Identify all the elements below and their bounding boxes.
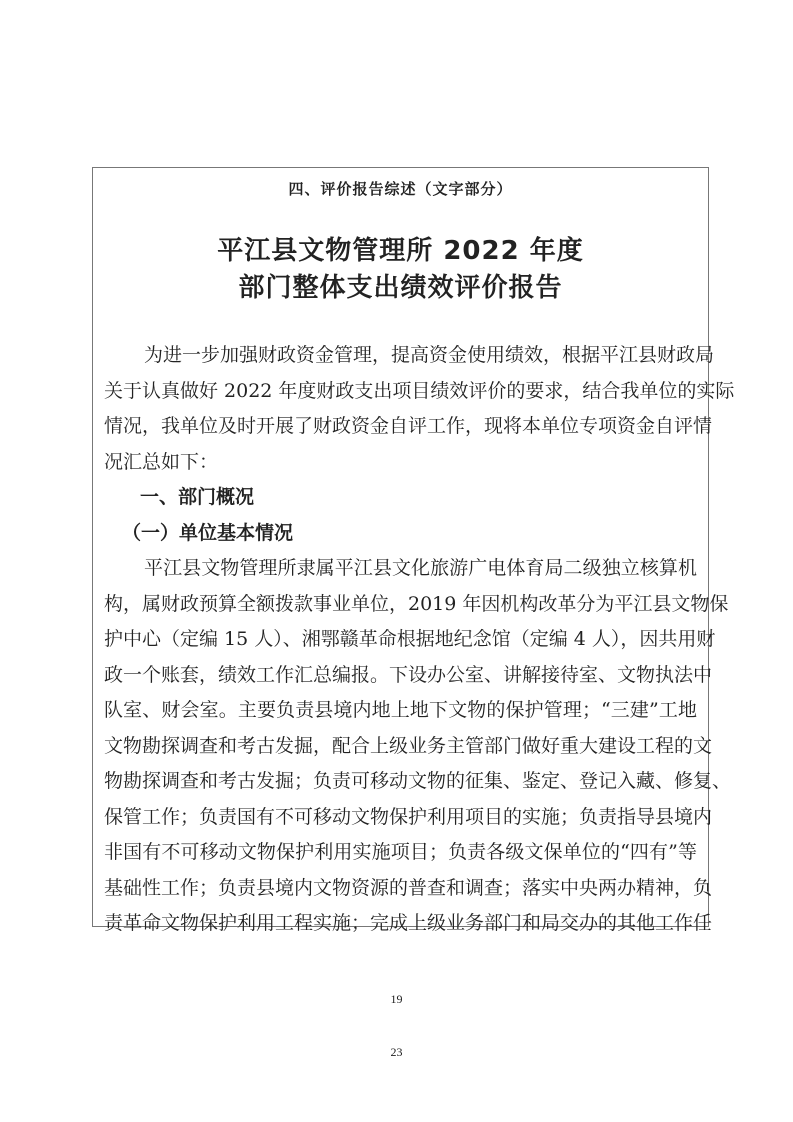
page-number-inner: 19 [390,992,403,1006]
body-line: 平江县文物管理所隶属平江县文化旅游广电体育局二级独立核算机 [144,557,697,579]
body-line: 文物勘探调查和考古发掘，配合上级业务主管部门做好重大建设工程的文 [104,734,713,757]
report-title-line-2: 部门整体支出绩效评价报告 [238,273,563,303]
intro-line: 关于认真做好 2022 年度财政支出项目绩效评价的要求，结合我单位的实际 [104,379,735,402]
body-line: 非国有不可移动文物保护利用实施项目；负责各级文保单位的“四有”等 [104,841,697,863]
body-line: 构，属财政预算全额拨款事业单位，2019 年因机构改革分为平江县文物保 [104,592,729,615]
section-label: 四、评价报告综述（文字部分） [288,180,513,198]
report-title-line-1: 平江县文物管理所 2022 年度 [217,236,584,266]
body-line: 责革命文物保护利用工程实施；完成上级业务部门和局交办的其他工作任 [104,912,713,934]
body-line: 基础性工作；负责县境内文物资源的普查和调查；落实中央两办精神，负 [104,876,713,899]
intro-line: 为进一步加强财政资金管理，提高资金使用绩效，根据平江县财政局 [144,344,715,366]
body-line: 队室、财会室。主要负责县境内地上地下文物的保护管理；“三建”工地 [104,699,697,721]
body-line: 物勘探调查和考古发掘；负责可移动文物的征集、鉴定、登记入藏、修复、 [104,770,732,792]
report-frame [92,167,735,934]
intro-line: 况汇总如下： [104,450,219,473]
body-line: 护中心（定编 15 人）、湘鄂赣革命根据地纪念馆（定编 4 人），因共用财 [104,628,716,650]
report-body [104,338,735,942]
page-number-outer: 23 [390,1045,403,1059]
heading-department-overview: 一、部门概况 [140,486,255,508]
intro-line: 情况，我单位及时开展了财政资金自评工作，现将本单位专项资金自评情 [104,415,713,437]
subheading-unit-basics: （一）单位基本情况 [122,521,294,544]
body-line: 保管工作；负责国有不可移动文物保护利用项目的实施；负责指导县境内 [104,805,713,828]
body-line: 政一个账套，绩效工作汇总编报。下设办公室、讲解接待室、文物执法中 [104,663,713,686]
